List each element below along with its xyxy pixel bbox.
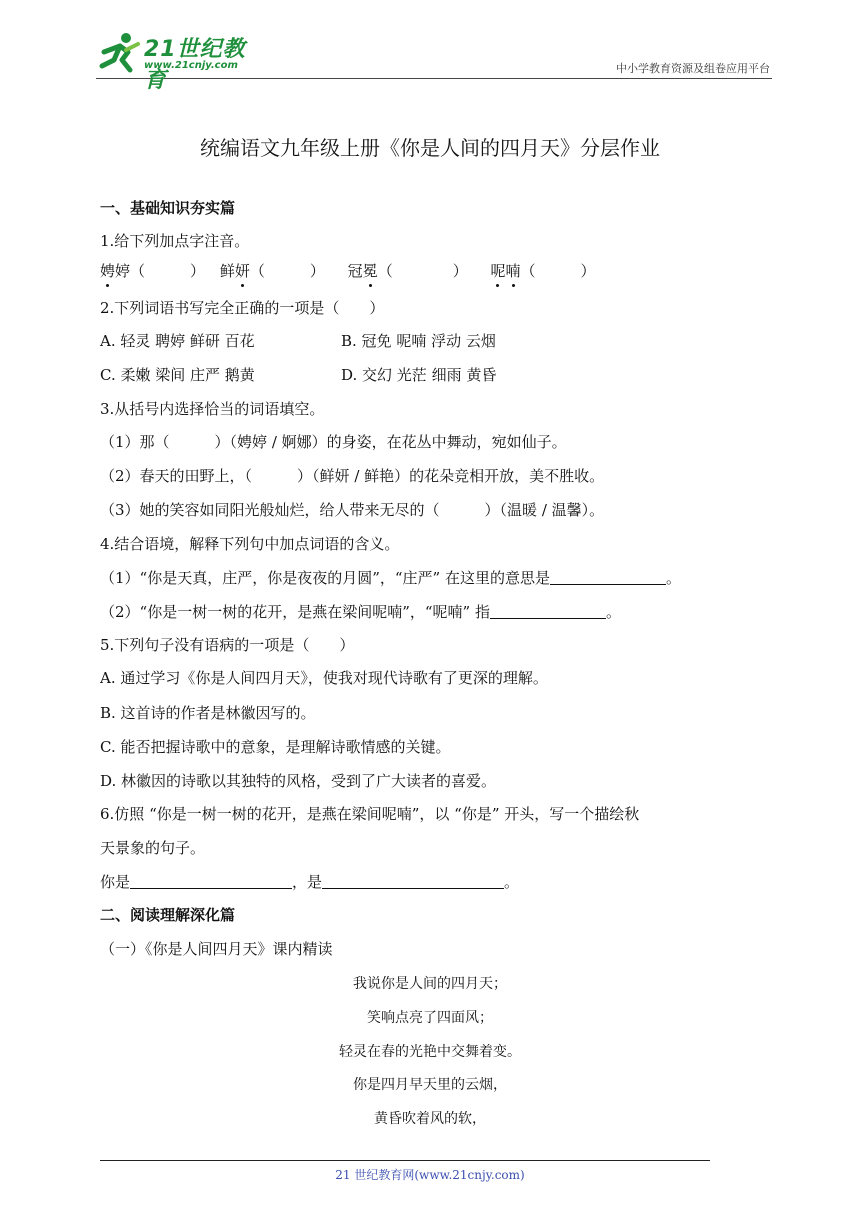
q4-item-2 [100,602,621,622]
section-2-subheading: （一）《你是人间四月天》课内精读 [100,940,333,958]
runner-logo-icon [96,30,144,76]
footer-divider [100,1160,710,1161]
page-header [96,28,772,93]
poem-line: 你是四月早天里的云烟， [353,1077,507,1093]
q4-item-2-text: （2）“你是一树一树的花开，是燕在梁间呢喃”，“呢喃” 指 [100,603,490,621]
logo-text: 21世纪教育 [144,37,246,93]
q1-paren[interactable]: （ ） [130,262,206,280]
q1-char: 呢 [490,262,506,280]
q1-paren[interactable]: （ ） [520,262,596,280]
q6-stem-line-2: 天景象的句子。 [100,839,206,857]
q5-stem: 5.下列句子没有语病的一项是（ ） [100,636,355,654]
logo-url: www.21cnjy.com [144,60,238,71]
q6-stem-line-1: 6.仿照 “你是一树一树的花开，是燕在梁间呢喃”，以 “你是” 开头，写一个描绘秋 [100,805,640,823]
q1-char: 鲜 [219,262,235,280]
poem-line: 轻灵在春的光艳中交舞着变。 [339,1044,521,1060]
section-1-heading: 一、基础知识夯实篇 [100,199,236,217]
platform-label: 中小学教育资源及组卷应用平台 [616,62,770,75]
answer-blank[interactable] [322,872,504,889]
q2-stem: 2.下列词语书写完全正确的一项是（ ） [100,299,385,317]
q4-item-2-end: 。 [606,603,622,621]
q2-option-d[interactable]: D. 交幻 光茫 细雨 黄昏 [341,366,497,384]
q2-option-a[interactable]: A. 轻灵 聘婷 鲜研 百花 [100,332,255,350]
q4-item-1 [100,568,681,588]
q1-stem: 1.给下列加点字注音。 [100,232,250,250]
poem-line: 黄昏吹着风的软， [374,1111,486,1127]
q5-option-c[interactable]: C. 能否把握诗歌中的意象，是理解诗歌情感的关键。 [100,738,451,756]
q5-option-b[interactable]: B. 这首诗的作者是林徽因写的。 [100,704,316,722]
q3-item-3: （3）她的笑容如同阳光般灿烂，给人带来无尽的（ ）（温暖 / 温馨）。 [100,501,605,519]
q3-item-2: （2）春天的田野上，（ ）（鲜妍 / 鲜艳）的花朵竞相开放，美不胜收。 [100,467,605,485]
q1-paren[interactable]: （ ） [249,262,325,280]
answer-blank[interactable] [550,568,666,585]
q1-char: 冠 [347,262,363,280]
q4-stem: 4.结合语境，解释下列句中加点词语的含义。 [100,535,400,553]
q5-option-d[interactable]: D. 林徽因的诗歌以其独特的风格，受到了广大读者的喜爱。 [100,772,497,790]
q1-char: 冕 [362,262,378,280]
q2-option-c[interactable]: C. 柔嫩 梁间 庄严 鹅黄 [100,366,255,384]
q5-option-a[interactable]: A. 通过学习《你是人间四月天》，使我对现代诗歌有了更深的理解。 [100,669,548,687]
q2-option-b[interactable]: B. 冠免 呢喃 浮动 云烟 [341,332,496,350]
q1-paren[interactable]: （ ） [377,262,468,280]
brand-logo [96,30,266,93]
q1-char: 婷 [115,262,131,280]
q1-char: 喃 [505,262,521,280]
q1-char: 妍 [234,262,250,280]
q4-item-1-text: （1）“你是天真，庄严，你是夜夜的月圆”，“庄严” 在这里的意思是 [100,569,550,587]
q3-stem: 3.从括号内选择恰当的词语填空。 [100,400,325,418]
page-title: 统编语文九年级上册《你是人间的四月天》分层作业 [200,136,660,160]
answer-blank[interactable] [490,602,606,619]
footer-text: 21 世纪教育网(www.21cnjy.com) [335,1168,525,1182]
q4-item-1-end: 。 [666,569,682,587]
section-2-heading: 二、阅读理解深化篇 [100,906,236,924]
q1-char: 娉 [100,262,116,280]
q6-answer-line [100,872,519,892]
q6-answer-end: 。 [504,873,520,891]
answer-blank[interactable] [130,872,292,889]
q6-answer-prefix: 你是 [100,873,131,891]
poem-line: 我说你是人间的四月天； [353,976,507,992]
q3-item-1: （1）那（ ）（娉婷 / 婀娜）的身姿，在花丛中舞动，宛如仙子。 [100,433,567,451]
q1-words [100,261,596,281]
poem-line: 笑响点亮了四面风； [367,1010,493,1026]
q6-answer-middle: ，是 [292,873,323,891]
